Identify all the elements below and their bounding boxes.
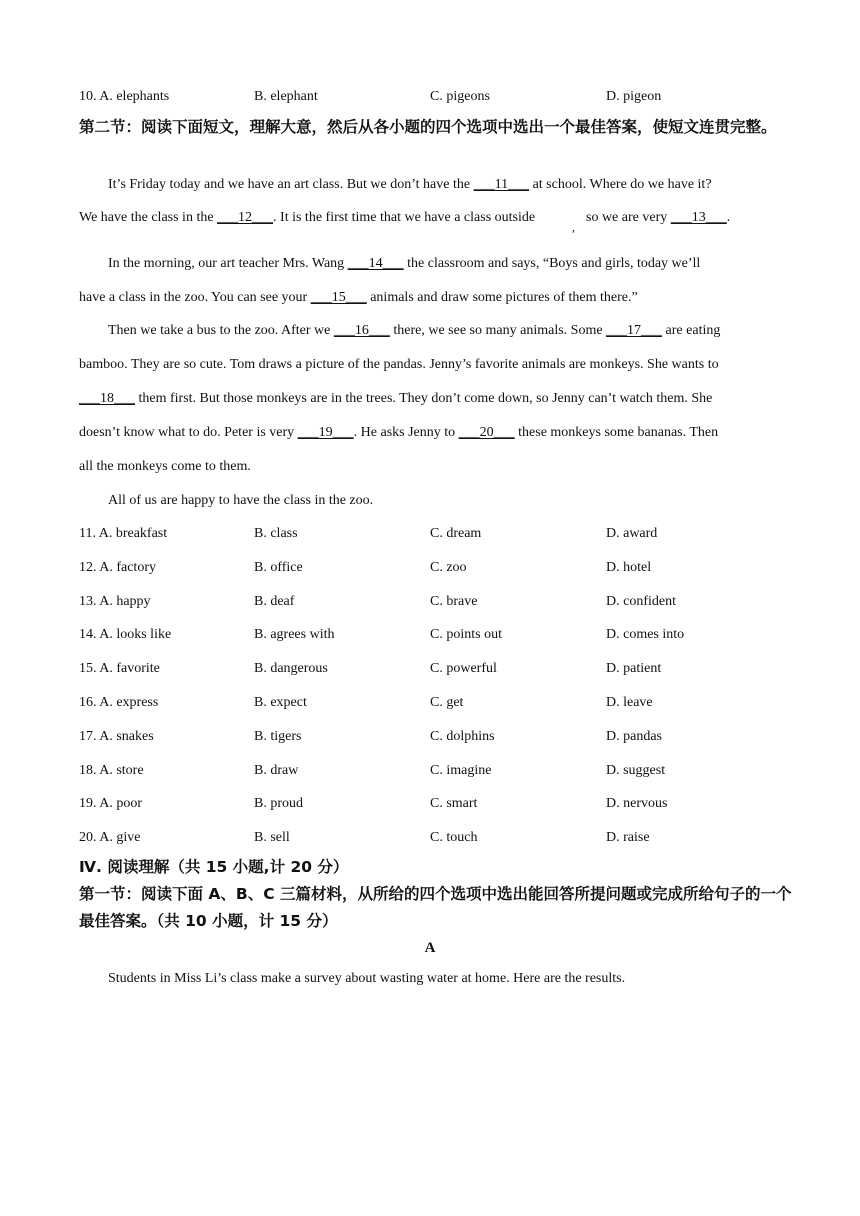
option-14-a: 14. A. looks like: [79, 627, 172, 643]
option-13-a: 13. A. happy: [79, 593, 151, 609]
part4-heading: Ⅳ. 阅读理解（共 15 小题,计 20 分）: [79, 858, 349, 876]
option-19-d: D. nervous: [606, 796, 668, 812]
blank-15: ___15___: [310, 290, 367, 305]
blank-11: ___11___: [473, 177, 530, 192]
passage-text: the classroom and says, “Boys and girls, today we’ll: [403, 256, 701, 271]
option-13-d: D. confident: [606, 593, 676, 609]
blank-16: ___16___: [333, 323, 390, 338]
option-12-c: C. zoo: [430, 559, 467, 575]
passage-text: Then we take a bus to the zoo. After we: [108, 323, 334, 338]
option-11-b: B. class: [254, 526, 298, 541]
option-11-a: 11. A. breakfast: [79, 526, 168, 541]
passage-line: [108, 255, 700, 273]
passage-line: [79, 424, 718, 442]
option-15-a: 15. A. favorite: [79, 661, 160, 677]
passage-line: [79, 209, 535, 227]
q10-option-c: C. pigeons: [430, 89, 490, 104]
passage-a-intro: Students in Miss Li’s class make a survey about wasting water at home. Here are the results.: [108, 971, 626, 986]
option-19-b: B. proud: [254, 796, 303, 812]
option-17-a: 17. A. snakes: [79, 728, 154, 744]
option-18-a: 18. A. store: [79, 762, 144, 778]
q10-option-d: D. pigeon: [606, 89, 662, 104]
option-15-c: C. powerful: [430, 661, 497, 677]
section2-heading: 第二节：阅读下面短文，理解大意，然后从各小题的四个选项中选出一个最佳答案，使短文连贯完整。: [79, 118, 777, 136]
q10-option-b: B. elephant: [254, 89, 318, 104]
option-17-d: D. pandas: [606, 728, 662, 744]
stray-comma: ,: [572, 220, 575, 234]
option-11-c: C. dream: [430, 526, 482, 541]
blank-14: ___14___: [347, 256, 404, 271]
option-15-b: B. dangerous: [254, 661, 328, 677]
option-16-c: C. get: [430, 695, 464, 710]
option-14-c: C. points out: [430, 627, 502, 643]
option-14-b: B. agrees with: [254, 627, 335, 643]
option-20-a: 20. A. give: [79, 830, 141, 846]
option-20-c: C. touch: [430, 830, 478, 846]
option-19-c: C. smart: [430, 796, 478, 812]
option-14-d: D. comes into: [606, 627, 685, 643]
blank-19: ___19___: [297, 425, 354, 440]
passage-text: .: [726, 210, 731, 225]
passage-text: at school. Where do we have it?: [529, 177, 712, 192]
option-20-b: B. sell: [254, 830, 290, 846]
option-16-d: D. leave: [606, 695, 653, 710]
passage-a-label: A: [424, 940, 436, 956]
option-12-b: B. office: [254, 559, 303, 575]
option-12-d: D. hotel: [606, 559, 652, 575]
passage-line: [108, 176, 712, 194]
blank-13: ___13___: [670, 210, 727, 225]
option-13-c: C. brave: [430, 593, 478, 609]
option-15-d: D. patient: [606, 661, 662, 677]
passage-text: doesn’t know what to do. Peter is very: [79, 425, 298, 440]
blank-12: ___12___: [217, 210, 274, 225]
passage-line: [79, 390, 712, 408]
option-12-a: 12. A. factory: [79, 559, 156, 575]
passage-line: All of us are happy to have the class in the zoo.: [108, 493, 374, 508]
passage-text: It’s Friday today and we have an art class. But we don’t have the: [108, 177, 474, 192]
option-20-d: D. raise: [606, 830, 650, 846]
option-18-d: D. suggest: [606, 762, 666, 778]
option-13-b: B. deaf: [254, 593, 295, 609]
option-17-b: B. tigers: [254, 728, 302, 744]
passage-text: there, we see so many animals. Some: [389, 323, 607, 338]
passage-text: . He asks Jenny to: [353, 425, 459, 440]
passage-line: bamboo. They are so cute. Tom draws a picture of the pandas. Jenny’s favorite animals are monkeys. She wants to: [79, 357, 719, 372]
blank-18: ___18___: [79, 391, 135, 406]
passage-text: have a class in the zoo. You can see your: [79, 290, 311, 305]
blank-17: ___17___: [606, 323, 663, 338]
option-18-b: B. draw: [254, 762, 299, 778]
option-18-c: C. imagine: [430, 762, 492, 778]
passage-text: are eating: [662, 323, 721, 338]
passage-text: animals and draw some pictures of them there.”: [366, 290, 638, 305]
option-16-a: 16. A. express: [79, 695, 159, 710]
option-19-a: 19. A. poor: [79, 796, 142, 812]
passage-line: [79, 289, 638, 307]
option-11-d: D. award: [606, 526, 658, 541]
option-17-c: C. dolphins: [430, 728, 495, 744]
passage-line: [108, 322, 720, 340]
blank-20: ___20___: [458, 425, 515, 440]
passage-text: them first. But those monkeys are in the trees. They don’t come down, so Jenny can’t watch them. She: [135, 391, 713, 406]
q10-option-a: 10. A. elephants: [79, 89, 170, 104]
passage-line: all the monkeys come to them.: [79, 459, 251, 474]
passage-text: these monkeys some bananas. Then: [514, 425, 719, 440]
passage-line: [586, 209, 730, 227]
passage-text: In the morning, our art teacher Mrs. Wang: [108, 256, 348, 271]
passage-text: . It is the first time that we have a class outside: [273, 210, 536, 225]
option-16-b: B. expect: [254, 695, 307, 710]
passage-text: We have the class in the: [79, 210, 218, 225]
section1-heading: 第一节：阅读下面 A、B、C 三篇材料，从所给的四个选项中选出能回答所提问题或完成所给句子的一个最佳答案。（共 10 小题，计 15 分）: [79, 885, 792, 930]
passage-text: so we are very: [586, 210, 671, 225]
